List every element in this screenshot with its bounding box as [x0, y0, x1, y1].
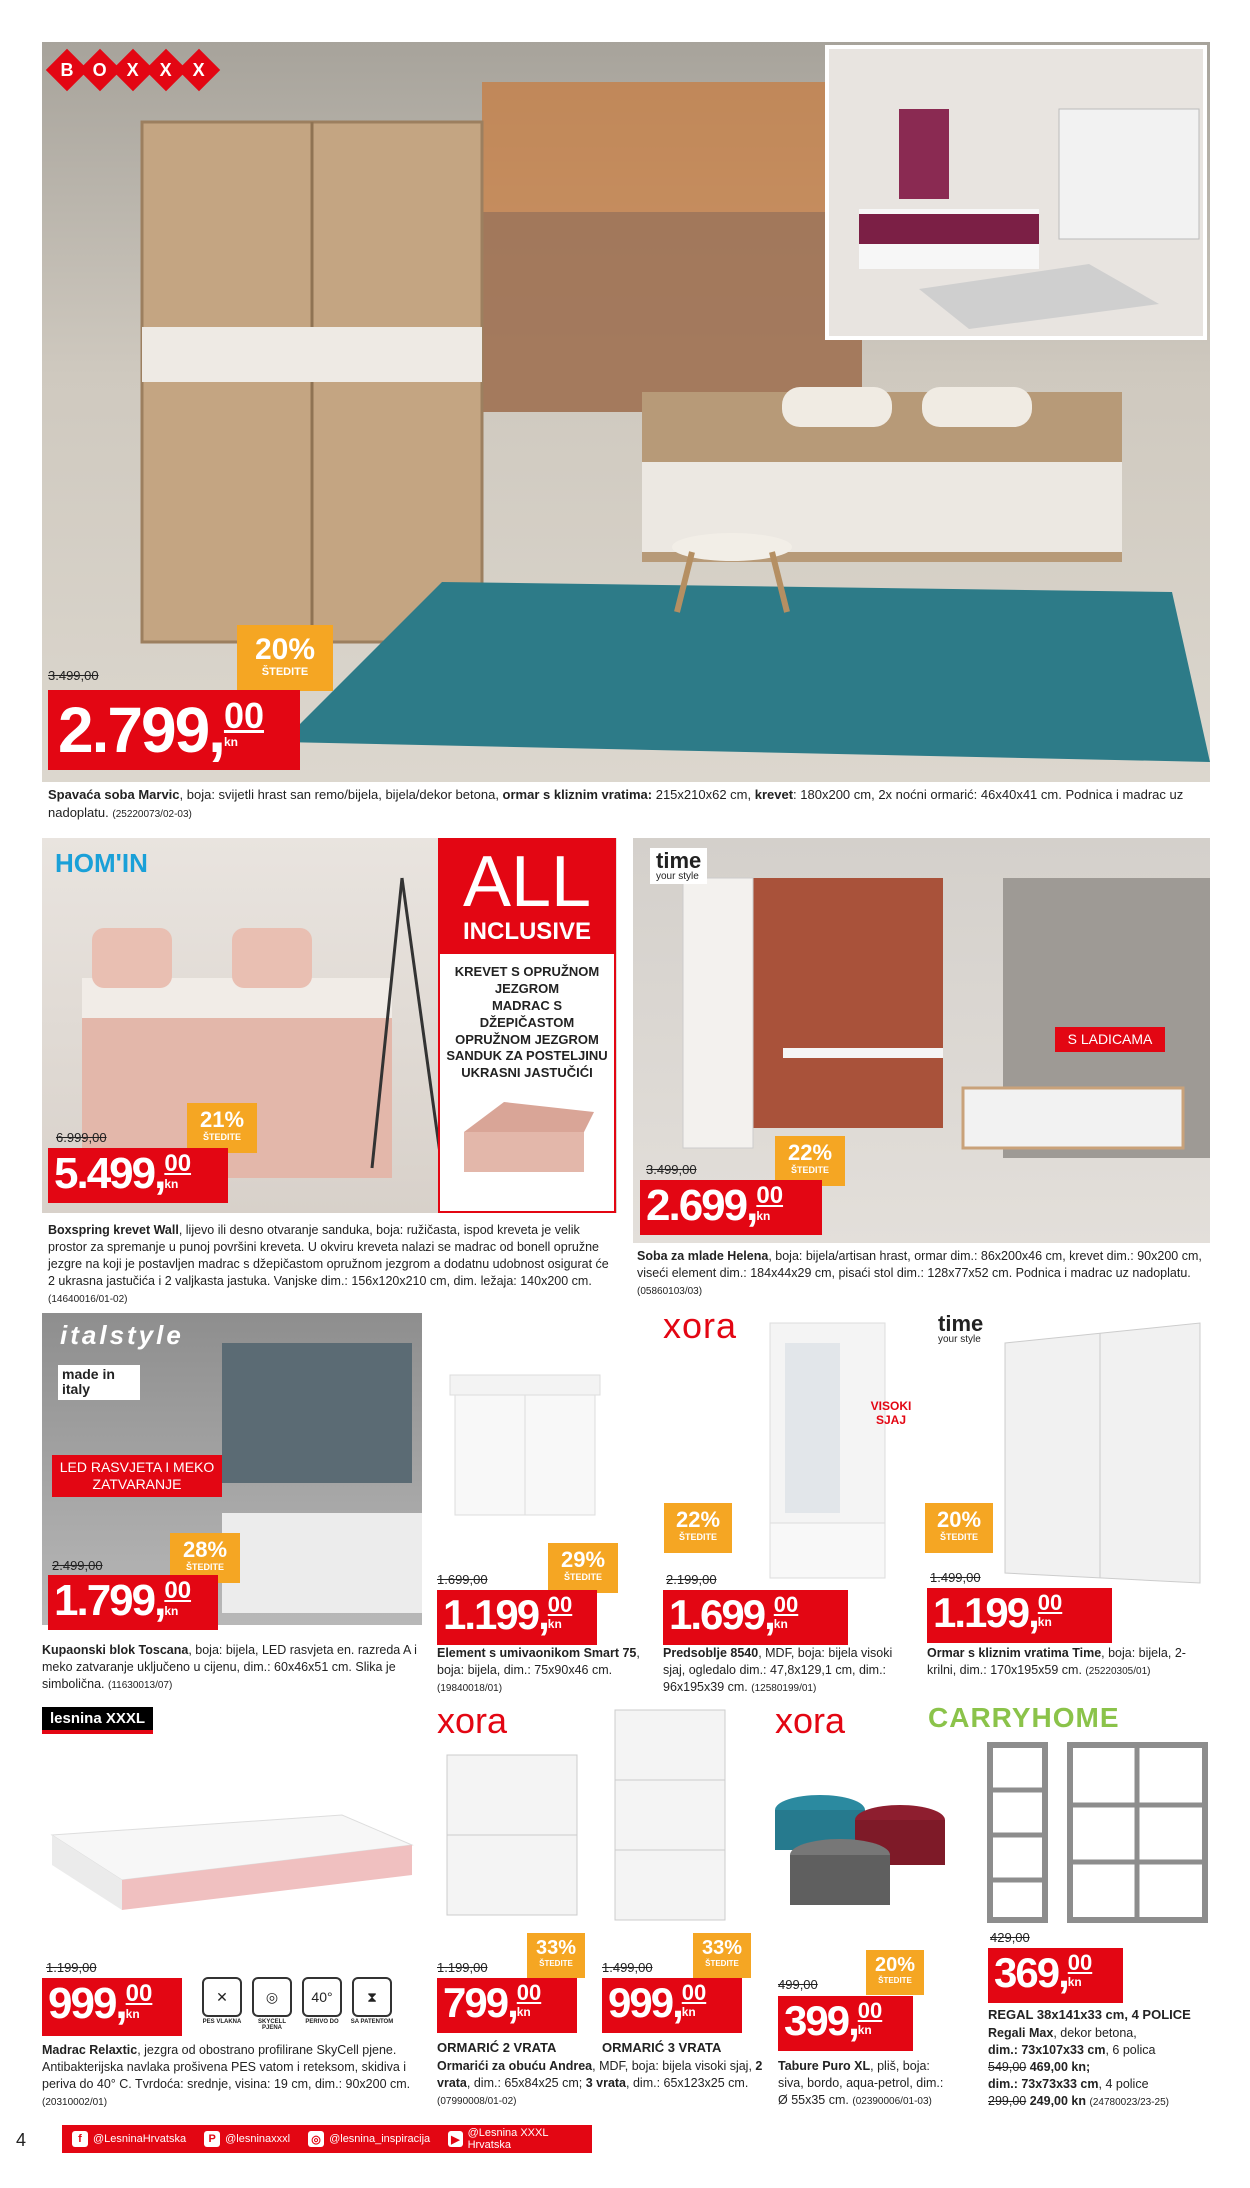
relaxtic-description: Madrac Relaxtic, jezgra od obostrano profilirane SkyCell pjene. Antibakterijska navlaka prošivena PES vatom i reteksom, skidiva i periva do 40° C. Tvrdoća: srednje, visina: 19 cm, dim.: 90x200 cm. (20310002/01) — [42, 2043, 411, 2108]
marvic-description: Spavaća soba Marvic, boja: svijetli hrast san remo/bijela, bijela/dekor betona, ormar s kliznim vratima: 215x210x62 cm, krevet: 180x200 cm, 2x noćni ormarić: 46x40x41 cm. Podnica i madrac uz nadoplatu. (25220073/02-03) — [48, 787, 1184, 820]
relaxtic-photo — [42, 1775, 422, 1925]
wall-discount-badge: 21% ŠTEDITE — [187, 1103, 257, 1153]
toscana-led-label: LED RASVJETA I MEKO ZATVARANJE — [52, 1455, 222, 1497]
smart-old-price: 1.699,00 — [437, 1572, 488, 1587]
page-number: 4 — [16, 2130, 27, 2150]
time-description: Ormar s kliznim vratima Time, boja: bijela, 2-krilni, dim.: 170x195x59 cm. (25220305/01) — [927, 1646, 1186, 1677]
smart-description: Element s umivaonikom Smart 75, boja: bijela, dim.: 75x90x46 cm. (19840018/01) — [437, 1646, 640, 1694]
product-name: Spavaća soba Marvic — [48, 787, 180, 802]
all-inclusive-header — [440, 840, 614, 954]
wash-icon: 40° PERIVO DO — [300, 1977, 344, 2031]
facebook-icon: f — [72, 2131, 88, 2147]
helena-drawers-label: S LADICAMA — [1055, 1027, 1165, 1052]
pinterest-link[interactable]: P @lesninaxxxl — [204, 2131, 290, 2147]
pes-icon: ✕ PES VLAKNA — [200, 1977, 244, 2031]
instagram-link[interactable]: ◎ @lesnina_inspiracija — [308, 2131, 430, 2147]
smart-photo — [440, 1355, 610, 1530]
andrea2-old-price: 1.199,00 — [437, 1960, 488, 1975]
bed-storage-illustration — [444, 1092, 614, 1182]
instagram-icon: ◎ — [308, 2131, 324, 2147]
lesnina-logo: lesnina XXXL — [42, 1707, 153, 1734]
marvic-price — [48, 690, 300, 770]
homin-logo: HOM'IN — [55, 848, 148, 878]
zipper-icon: ⧗ SA PATENTOM — [350, 1977, 394, 2031]
max-old-price: 429,00 — [990, 1930, 1030, 1945]
helena-price: 2.699, 00 kn — [640, 1180, 822, 1235]
smart-discount-badge: 29% ŠTEDITE — [548, 1543, 618, 1593]
price-main: 2.799, — [58, 694, 224, 766]
all-title: ALL — [462, 842, 592, 922]
time-price: 1.199, 00 kn — [927, 1588, 1112, 1643]
price-cents: 00 — [223, 695, 264, 736]
toscana-description: Kupaonski blok Toscana, boja: bijela, LED rasvjeta en. razreda A i meko zatvaranje uključeno u cijenu, dim.: 60x46x51 cm. Slika je simbolična. (11630013/07) — [42, 1643, 417, 1691]
discount-percent: 20% — [254, 633, 316, 666]
helena-discount-badge: 22% ŠTEDITE — [775, 1136, 845, 1186]
discount-label: ŠTEDITE — [261, 666, 309, 678]
list-item: KREVET S OPRUŽNOM JEZGROM — [454, 964, 600, 996]
max-description: Regali Max, dekor betona, dim.: 73x107x33 cm, 6 polica 549,00 469,00 kn; dim.: 73x73x33 cm, 4 police 299,00 249,00 kn (24780023/23-25) — [988, 2026, 1170, 2108]
predsoblje-description: Predsoblje 8540, MDF, boja: bijela visoki sjaj, ogledalo dim.: 47,8x129,1 cm, dim.: 96x195x39 cm. (12580199/01) — [663, 1646, 893, 1694]
youtube-icon: ▶ — [448, 2131, 462, 2147]
andrea2-label: ORMARIĆ 2 VRATA — [437, 2040, 557, 2055]
max-photo — [985, 1740, 1210, 1925]
relaxtic-old-price: 1.199,00 — [46, 1960, 97, 1975]
predsoblje-old-price: 2.199,00 — [666, 1572, 717, 1587]
puro-price: 399, 00 kn — [778, 1996, 913, 2051]
inclusive-title: INCLUSIVE — [462, 918, 591, 945]
all-inclusive-panel — [438, 838, 616, 1213]
time-logo: time your style — [650, 848, 707, 884]
italstyle-logo: italstyle — [60, 1320, 184, 1350]
toscana-discount-badge: 28% ŠTEDITE — [170, 1533, 240, 1583]
time-photo — [1000, 1313, 1205, 1593]
toscana-old-price: 2.499,00 — [52, 1558, 103, 1573]
list-item: SANDUK ZA POSTELJINU — [446, 1048, 608, 1064]
wall-price: 5.499, 00 kn — [48, 1148, 228, 1203]
boxxx-logo: B O X X X — [52, 55, 214, 85]
toscana-price: 1.799, 00 kn — [48, 1575, 218, 1630]
pinterest-icon: P — [204, 2131, 220, 2147]
facebook-link[interactable]: f @LesninaHrvatska — [72, 2131, 186, 2147]
max-label: REGAL 38x141x33 cm, 4 POLICE — [988, 2007, 1191, 2022]
product-code: (25220073/02-03) — [112, 808, 192, 820]
marvic-inset-photo — [825, 45, 1207, 340]
wall-old-price: 6.999,00 — [56, 1130, 107, 1145]
xora-logo-3: xora — [775, 1700, 846, 1741]
marvic-old-price: 3.499,00 — [48, 668, 99, 683]
smart-price: 1.199, 00 kn — [437, 1590, 597, 1645]
made-in-italy-badge: made in italy — [58, 1365, 140, 1400]
puro-discount-badge: 20% ŠTEDITE — [866, 1950, 924, 1995]
skycell-icon: ◎ SKYCELL PJENA — [250, 1977, 294, 2031]
xora-logo-2: xora — [437, 1700, 508, 1741]
wall-description: Boxspring krevet Wall, lijevo ili desno otvaranje sanduka, boja: ružičasta, ispod kreveta je velik prostor za spremanje u punoj površini kreveta. U okviru kreveta nalazi se madrac od bonell opružne jezgre na koji je postavljen madrac s džepičastom opružnom jezgrom a dodatnu udobnost osigurat će 2 ukrasna jastučića i 2 valjkasta jastuka. Vanjske dim.: 156x120x210 cm, dim. ležaja: 140x200 cm. (14640016/01-02) — [48, 1223, 609, 1305]
puro-old-price: 499,00 — [778, 1977, 818, 1992]
andrea2-photo — [437, 1750, 587, 1920]
helena-old-price: 3.499,00 — [646, 1162, 697, 1177]
relaxtic-care-icons — [200, 1977, 394, 2031]
marvic-discount-badge — [237, 625, 333, 691]
puro-description: Tabure Puro XL, pliš, boja: siva, bordo, aqua-petrol, dim.: Ø 55x35 cm. (02390006/01-03) — [778, 2059, 944, 2107]
youtube-link[interactable]: ▶ @Lesnina XXXL Hrvatska — [448, 2127, 582, 2151]
list-item: UKRASNI JASTUČIĆI — [461, 1065, 593, 1081]
time-logo-2: time your style — [938, 1311, 984, 1345]
andrea3-photo — [605, 1705, 735, 1925]
predsoblje-price: 1.699, 00 kn — [663, 1590, 848, 1645]
time-old-price: 1.499,00 — [930, 1570, 981, 1585]
carryhome-logo: CARRYHOME — [928, 1702, 1120, 1733]
andrea3-price: 999, 00 kn — [602, 1978, 742, 2033]
andrea3-label: ORMARIĆ 3 VRATA — [602, 2040, 722, 2055]
andrea3-discount-badge: 33% ŠTEDITE — [693, 1933, 751, 1978]
relaxtic-price: 999, 00 kn — [42, 1978, 182, 2036]
andrea-description: Ormarići za obuću Andrea, MDF, boja: bijela visoki sjaj, 2 vrata, dim.: 65x84x25 cm; 3 vrata, dim.: 65x123x25 cm. (07990008/01-02) — [437, 2059, 763, 2107]
andrea2-price: 799, 00 kn — [437, 1978, 577, 2033]
andrea3-old-price: 1.499,00 — [602, 1960, 653, 1975]
price-currency: kn — [223, 735, 238, 749]
xora-logo: xora — [663, 1305, 738, 1346]
time-discount-badge: 20% ŠTEDITE — [925, 1503, 993, 1553]
all-inclusive-list — [440, 954, 614, 1092]
helena-description: Soba za mlade Helena, boja: bijela/artisan hrast, ormar dim.: 86x200x46 cm, krevet dim.: 90x200 cm, viseći element dim.: 184x44x29 cm, pisaći stol dim.: 128x77x52 cm. Podnica i madrac uz nadoplatu. (05860103/03) — [637, 1249, 1202, 1297]
max-price: 369, 00 kn — [988, 1948, 1123, 2003]
andrea2-discount-badge: 33% ŠTEDITE — [527, 1933, 585, 1978]
list-item: MADRAC S DŽEPIČASTOM OPRUŽNOM JEZGROM — [455, 997, 599, 1047]
predsoblje-discount-badge: 22% ŠTEDITE — [664, 1503, 732, 1553]
puro-photo — [765, 1775, 950, 1920]
social-bar — [62, 2125, 592, 2153]
predsoblje-gloss-label: VISOKI SJAJ — [870, 1399, 912, 1428]
predsoblje-photo — [755, 1313, 900, 1588]
